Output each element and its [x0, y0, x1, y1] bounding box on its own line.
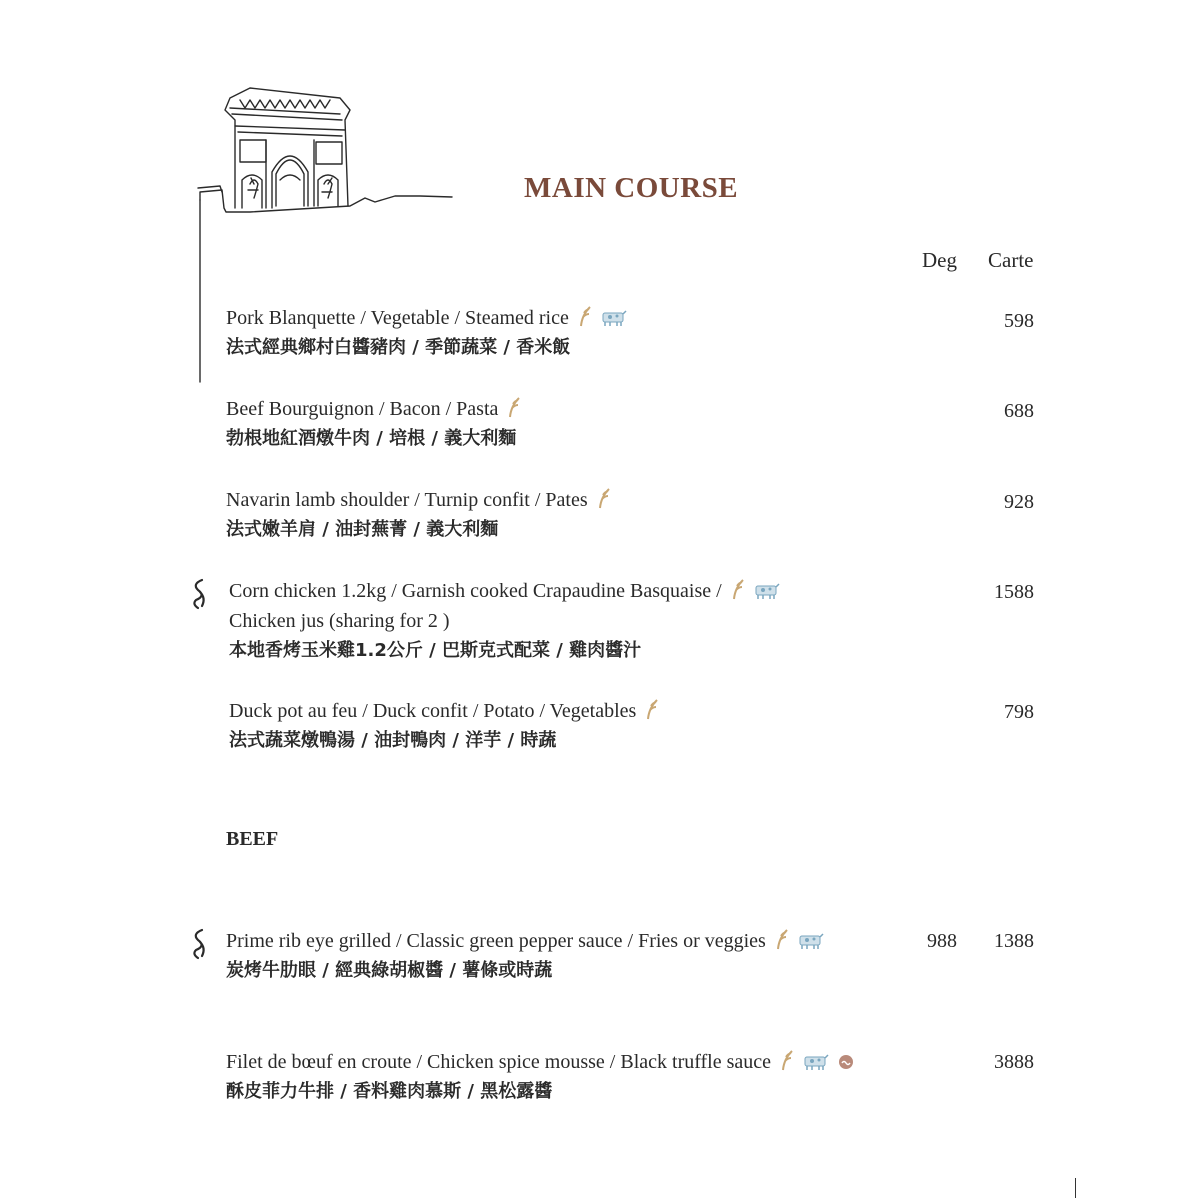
dish-name-zh: 法式經典鄉村白醬豬肉 / 季節蔬菜 / 香米飯 [226, 337, 571, 358]
dish-name-en: Corn chicken 1.2kg / Garnish cooked Crapaudine Basquaise / [229, 580, 722, 602]
page-title: MAIN COURSE [524, 172, 739, 204]
price-carte: 928 [1004, 491, 1034, 513]
price-carte: 3888 [994, 1051, 1034, 1073]
wheat-icon [507, 396, 521, 418]
cow-icon [803, 1053, 829, 1071]
menu-item [226, 1047, 826, 1107]
dish-name-en: Pork Blanquette / Vegetable / Steamed rice [226, 307, 569, 329]
column-header-carte: Carte [988, 248, 1034, 272]
dish-name-zh: 本地香烤玉米雞1.2公斤 / 巴斯克式配菜 / 雞肉醬汁 [229, 640, 642, 661]
column-header-deg: Deg [922, 248, 957, 272]
cow-icon [754, 582, 780, 600]
menu-item [226, 485, 826, 545]
dish-name-en: Navarin lamb shoulder / Turnip confit / Pates [226, 489, 588, 511]
menu-item [229, 576, 829, 666]
menu-item [226, 303, 826, 363]
menu-item [226, 926, 826, 986]
cow-icon [601, 309, 627, 327]
wheat-icon [775, 928, 789, 950]
chef-signature-icon [190, 928, 210, 962]
price-carte: 798 [1004, 701, 1034, 723]
dish-name-en: Duck pot au feu / Duck confit / Potato / Vegetables [229, 700, 637, 722]
wheat-icon [645, 698, 659, 720]
page-edge-line [1075, 1178, 1076, 1198]
dish-name-en-line2: Chicken jus (sharing for 2 ) [229, 610, 450, 632]
dish-name-zh: 酥皮菲力牛排 / 香料雞肉慕斯 / 黑松露醬 [226, 1081, 553, 1102]
wheat-icon [731, 578, 745, 600]
dish-name-en: Filet de bœuf en croute / Chicken spice mousse / Black truffle sauce [226, 1051, 772, 1073]
price-deg: 988 [927, 930, 957, 952]
wheat-icon [597, 487, 611, 509]
cow-icon [798, 932, 824, 950]
price-carte: 598 [1004, 310, 1034, 332]
wheat-icon [578, 305, 592, 327]
price-carte: 688 [1004, 400, 1034, 422]
wheat-icon [780, 1049, 794, 1071]
dish-name-zh: 法式嫩羊肩 / 油封蕪菁 / 義大利麵 [226, 519, 499, 540]
dish-name-en: Beef Bourguignon / Bacon / Pasta [226, 398, 499, 420]
section-title-beef: BEEF [226, 828, 279, 850]
menu-item [226, 394, 826, 454]
price-carte: 1588 [994, 581, 1034, 603]
chef-signature-icon [190, 578, 210, 612]
menu-item [229, 696, 829, 756]
dish-name-zh: 炭烤牛肋眼 / 經典綠胡椒醬 / 薯條或時蔬 [226, 960, 553, 981]
price-carte: 1388 [994, 930, 1034, 952]
dish-name-en: Prime rib eye grilled / Classic green pepper sauce / Fries or veggies [226, 930, 766, 952]
egg-icon [838, 1053, 854, 1071]
dish-name-zh: 勃根地紅酒燉牛肉 / 培根 / 義大利麵 [226, 428, 517, 449]
dish-name-zh: 法式蔬菜燉鴨湯 / 油封鴨肉 / 洋芋 / 時蔬 [229, 730, 557, 751]
